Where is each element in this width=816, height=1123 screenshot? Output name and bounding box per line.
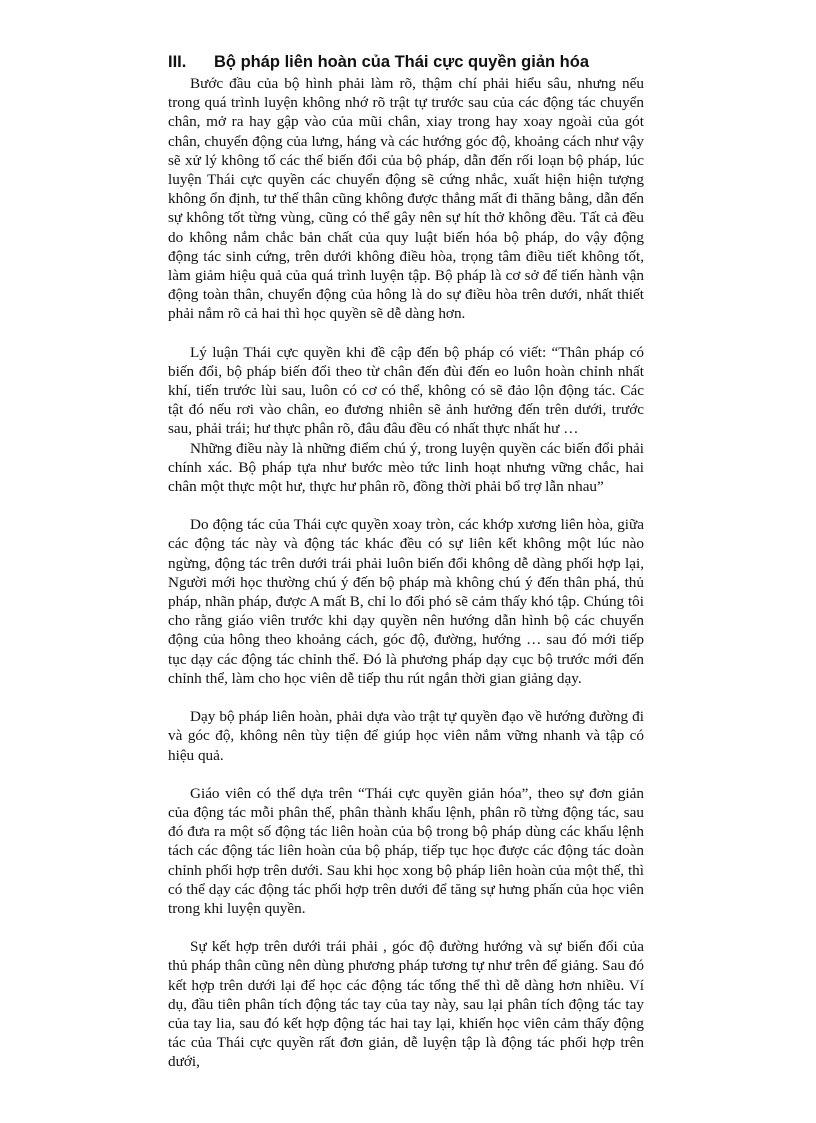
section-title: Bộ pháp liên hoàn của Thái cực quyền giản hóa [214, 53, 589, 71]
paragraph-4: Do động tác của Thái cực quyền xoay tròn, các khớp xương liên hòa, giữa các động tác này và động tác khác đều có sự liên kết không một lúc nào ngừng, động tác trên dưới trái phải luôn biến đổi không dễ dàng phối hợp lại, Người mới học thường chú ý đến bộ pháp mà không chú ý đến thân phá, thủ pháp, nhãn pháp, được A mất B, chỉ lo đối phó sẽ cảm thấy khó tập. Chúng tôi cho rằng giáo viên trước khi dạy quyền nên hướng dẫn hình bộ các chuyển động của hông theo khoảng cách, góc độ, đường, hướng … sau đó mới tiếp tục dạy các động tác chỉnh thể. Đó là phương pháp dạy cục bộ trước mới đến chỉnh thể, làm cho học viên dễ tiếp thu rút ngắn thời gian giảng dạy. [168, 516, 644, 687]
paragraph-5: Dạy bộ pháp liên hoàn, phải dựa vào trật tự quyền đạo về hướng đường đi và góc độ, không nên tùy tiện để giúp học viên nắm vững nhanh và tập có hiệu quả. [168, 708, 644, 764]
section-heading [168, 52, 644, 72]
paragraph-2: Lý luận Thái cực quyền khi đề cập đến bộ pháp có viết: “Thân pháp có biến đổi, bộ pháp biến đổi theo từ chân đến đùi đến eo luôn hoàn chỉnh nhất khí, tiến trước lùi sau, luôn có cơ có thể, không có sẽ đảo lộn động tác. Các tật đó nếu rơi vào chân, eo đương nhiên sẽ ảnh hưởng đến trên dưới, trước sau, phải trái; hư thực phân rõ, đâu đâu đều có nhất thực nhất hư … [168, 343, 644, 438]
section-number: III. [168, 53, 187, 71]
paragraph-1: Bước đầu của bộ hình phải làm rõ, thậm chí phải hiểu sâu, nhưng nếu trong quá trình luyện không nhớ rõ trật tự trước sau của các động tác chuyển chân, mở ra hay gập vào của mũi chân, xiay trong hay xoay ngoài của gót chân, chuyển động của lưng, háng và các hướng góc độ, khoảng cách như vậy sẽ xử lý không tố các thế biến đổi của bộ pháp, dẫn đến rối loạn bộ pháp, lúc luyện Thái cực quyền các chuyển động sẽ cứng nhắc, xuất hiện hiện tượng không ổn định, tư thế thân cũng không được thẳng mất đi thăng bằng, dẫn đến sự không tốt từng vùng, cũng có thể gây nên sự hít thở không đều. Tất cả đều do không nắm chắc bản chất của quy luật biến hóa bộ pháp, do vậy động động tác sinh cứng, trên dưới không điều hòa, trọng tâm điều tiết không tốt, làm giảm hiệu quả của quá trình luyện tập. Bộ pháp là cơ sở để tiến hành vận động toàn thân, chuyển động của hông là do sự điều hòa trên dưới, nhất thiết phải nắm rõ cả hai thì học quyền sẽ dễ dàng hơn. [168, 75, 644, 323]
paragraph-7: Sự kết hợp trên dưới trái phải , góc độ đường hướng và sự biến đổi của thủ pháp thân cũng nên dùng phương pháp tương tự như trên để giảng. Sau đó kết hợp trên dưới lại để học các động tác tổng thể thì dễ dàng hơn nhiều. Ví dụ, đầu tiên phân tích động tác tay của tay này, sau lại phân tích động tác tay của tay lia, sau đó kết hợp động tác hai tay lại, khiến học viên cảm thấy động tác của Thái cực quyền rất đơn giản, dễ luyện tập là động tác phối hợp trên dưới, [168, 938, 644, 1071]
document-page [168, 52, 644, 1072]
paragraph-3: Những điều này là những điểm chú ý, trong luyện quyền các biến đổi phải chính xác. Bộ pháp tựa như bước mèo tức linh hoạt nhưng vững chắc, hai chân một thực một hư, thực hư phân rõ, đồng thời phải bổ trợ lẫn nhau” [168, 439, 644, 496]
paragraph-6: Giáo viên có thể dựa trên “Thái cực quyền giản hóa”, theo sự đơn giản của động tác mỗi phân thế, phân thành khẩu lệnh, phân rõ từng động tác, sau đó đưa ra một số động tác liên hoàn của bộ trong bộ pháp dùng các khẩu lệnh tách các động tác liên hoàn của bộ pháp, tiếp tục học được các động tác doàn chỉnh phối hợp trên dưới. Sau khi học xong bộ pháp liên hoàn của một thế, thì có thể dạy các động tác phối hợp trên dưới để tăng sự hưng phấn của học viên trong khi luyện quyền. [168, 784, 644, 917]
